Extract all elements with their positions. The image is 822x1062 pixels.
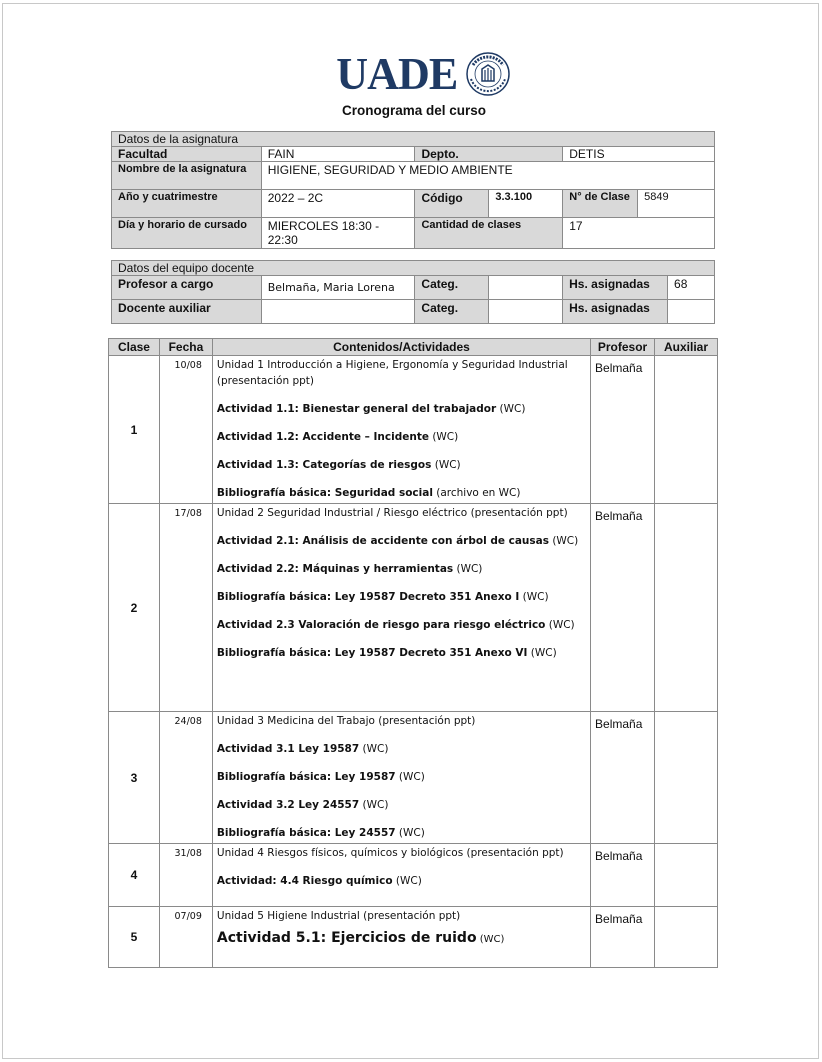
clase-number: 3 (109, 712, 160, 844)
clase-number: 2 (109, 504, 160, 712)
activity-item: Actividad 2.3 Valoración de riesgo para riesgo eléctrico (WC) (216, 619, 575, 631)
bibliography-item: Bibliografía básica: Seguridad social (archivo en WC) (216, 487, 521, 499)
profesor-value: Belmaña (591, 712, 655, 844)
profesor-value: Belmaña (591, 907, 655, 968)
clase-number: 4 (109, 844, 160, 907)
contenidos-cell (212, 907, 590, 968)
depto-label: Depto. (415, 147, 563, 162)
bibliography-item: Bibliografía básica: Ley 19587 Decreto 351 Anexo VI (WC) (216, 647, 557, 659)
codigo-label: Código (415, 190, 489, 218)
horario-value: MIERCOLES 18:30 - 22:30 (261, 218, 415, 249)
horario-label: Día y horario de cursado (112, 218, 262, 249)
auxiliar-value (655, 356, 718, 504)
facultad-label: Facultad (112, 147, 262, 162)
contenidos-cell (212, 712, 590, 844)
fecha-value: 07/09 (159, 907, 212, 968)
facultad-value: FAIN (261, 147, 415, 162)
auxiliar-value (655, 907, 718, 968)
auxiliar-value (655, 504, 718, 712)
profesor-value: Belmaña (591, 356, 655, 504)
activity-item: Actividad 5.1: Ejercicios de ruido (WC) (216, 930, 505, 946)
clase-number: 1 (109, 356, 160, 504)
bibliography-item: Bibliografía básica: Ley 24557 (WC) (216, 827, 425, 839)
activity-item: Actividad 3.1 Ley 19587 (WC) (216, 743, 389, 755)
profesor-label: Profesor a cargo (112, 276, 262, 300)
fundacion-seal-icon (465, 51, 511, 97)
table-row (109, 907, 718, 968)
profesor-categ-label: Categ. (415, 276, 489, 300)
activity-item: Actividad: 4.4 Riesgo químico (WC) (216, 875, 422, 887)
auxiliar-hs-value (668, 300, 715, 324)
anio-label: Año y cuatrimestre (112, 190, 262, 218)
profesor-hs-label: Hs. asignadas (563, 276, 668, 300)
unidad-text: Unidad 3 Medicina del Trabajo (presentación ppt) (216, 715, 476, 727)
profesor-value: Belmaña (591, 504, 655, 712)
activity-item: Actividad 2.1: Análisis de accidente con árbol de causas (WC) (216, 535, 579, 547)
profesor-value: Belmaña, Maria Lorena (261, 276, 415, 300)
auxiliar-value (655, 712, 718, 844)
uade-logo (335, 50, 511, 98)
activity-item: Actividad 3.2 Ley 24557 (WC) (216, 799, 389, 811)
depto-value: DETIS (563, 147, 715, 162)
table-row (109, 356, 718, 504)
nclase-value: 5849 (638, 190, 715, 218)
auxiliar-categ-label: Categ. (415, 300, 489, 324)
unidad-text: Unidad 5 Higiene Industrial (presentación ppt) (216, 910, 461, 922)
contenidos-cell (212, 356, 590, 504)
auxiliar-hs-label: Hs. asignadas (563, 300, 668, 324)
activity-item: Actividad 1.3: Categorías de riesgos (WC) (216, 459, 461, 471)
profesor-hs-value: 68 (668, 276, 715, 300)
cantidad-value: 17 (563, 218, 715, 249)
contenidos-cell (212, 504, 590, 712)
cronograma-table (108, 338, 718, 968)
equipo-docente-table (111, 260, 715, 324)
fecha-value: 31/08 (159, 844, 212, 907)
contenidos-cell (212, 844, 590, 907)
unidad-text: Unidad 1 Introducción a Higiene, Ergonomía y Seguridad Industrial (presentación ppt) (216, 359, 568, 387)
asignatura-table (111, 131, 715, 249)
profesor-categ-value (489, 276, 563, 300)
nclase-label: N° de Clase (563, 190, 638, 218)
table-row (109, 712, 718, 844)
col-header-profesor: Profesor (591, 339, 655, 356)
col-header-auxiliar: Auxiliar (655, 339, 718, 356)
logo-wordmark: UADE (336, 49, 458, 99)
auxiliar-value (655, 844, 718, 907)
col-header-fecha: Fecha (159, 339, 212, 356)
asignatura-section-title: Datos de la asignatura (112, 132, 715, 147)
table-row (109, 504, 718, 712)
table-row (109, 844, 718, 907)
fecha-value: 17/08 (159, 504, 212, 712)
bibliography-item: Bibliografía básica: Ley 19587 (WC) (216, 771, 425, 783)
anio-value: 2022 – 2C (261, 190, 415, 218)
profesor-value: Belmaña (591, 844, 655, 907)
fecha-value: 24/08 (159, 712, 212, 844)
document-title: Cronograma del curso (341, 103, 487, 118)
nombre-value: HIGIENE, SEGURIDAD Y MEDIO AMBIENTE (261, 162, 714, 190)
auxiliar-categ-value (489, 300, 563, 324)
activity-item: Actividad 2.2: Máquinas y herramientas (WC) (216, 563, 483, 575)
auxiliar-label: Docente auxiliar (112, 300, 262, 324)
activity-item: Actividad 1.1: Bienestar general del trabajador (WC) (216, 403, 526, 415)
bibliography-item: Bibliografía básica: Ley 19587 Decreto 351 Anexo I (WC) (216, 591, 549, 603)
codigo-value: 3.3.100 (489, 190, 563, 218)
cantidad-label: Cantidad de clases (415, 218, 563, 249)
auxiliar-value (261, 300, 415, 324)
equipo-section-title: Datos del equipo docente (112, 261, 715, 276)
col-header-clase: Clase (109, 339, 160, 356)
col-header-contenidos: Contenidos/Actividades (212, 339, 590, 356)
nombre-label: Nombre de la asignatura (112, 162, 262, 190)
unidad-text: Unidad 4 Riesgos físicos, químicos y biológicos (presentación ppt) (216, 847, 564, 859)
unidad-text: Unidad 2 Seguridad Industrial / Riesgo eléctrico (presentación ppt) (216, 507, 568, 519)
activity-item: Actividad 1.2: Accidente – Incidente (WC) (216, 431, 459, 443)
fecha-value: 10/08 (159, 356, 212, 504)
clase-number: 5 (109, 907, 160, 968)
